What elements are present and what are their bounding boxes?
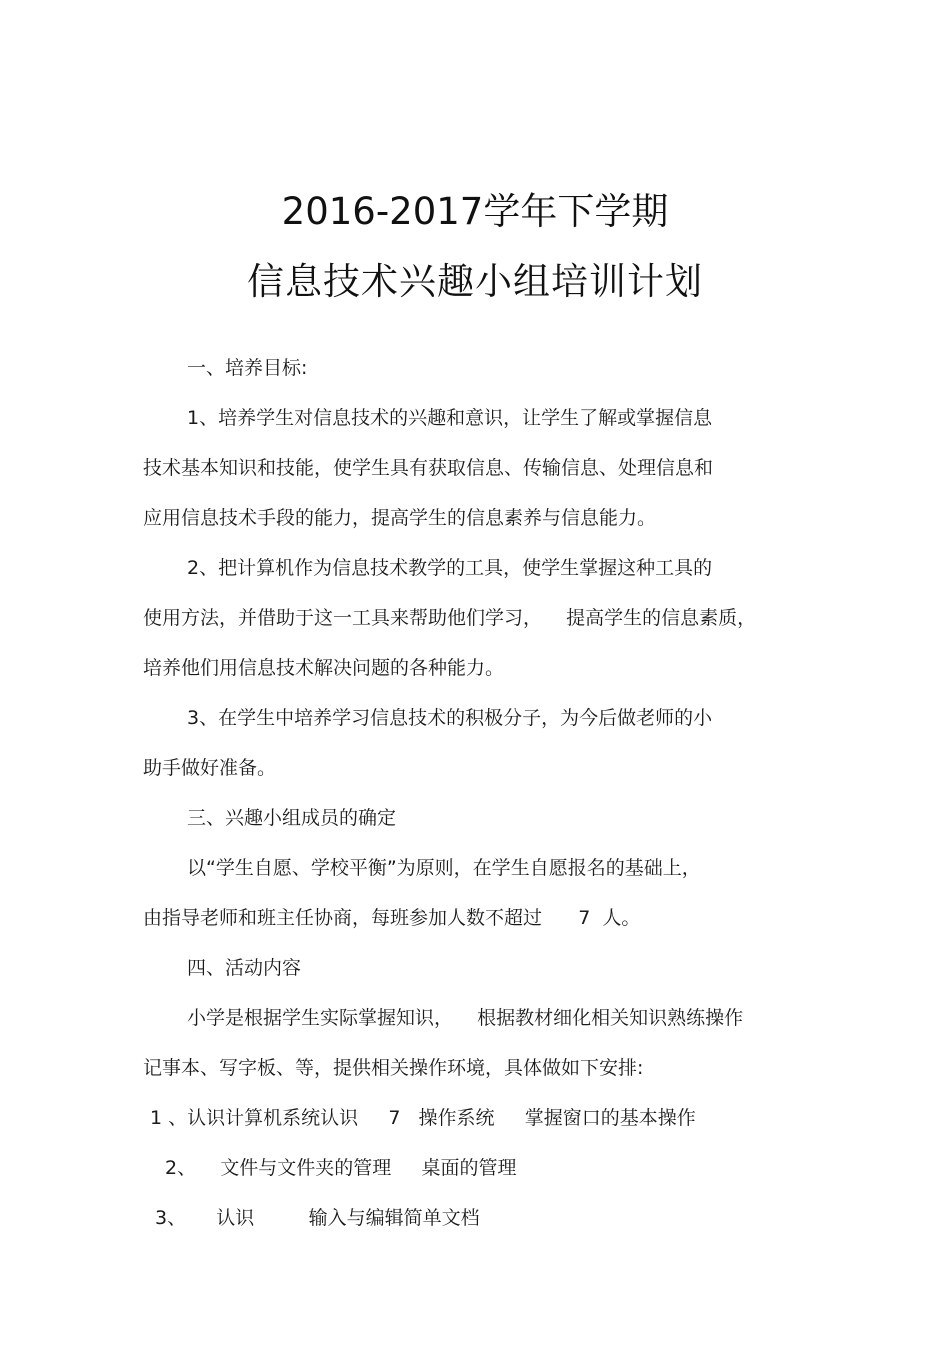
schedule-item-2: 2、 文件与文件夹的管理 桌面的管理 [165, 1157, 517, 1179]
goal-2-line-2: 使用方法，并借助于这一工具来帮助他们学习， 提高学生的信息素质， [143, 607, 757, 629]
activities-line-2: 记事本、写字板、等，提供相关操作环境，具体做如下安排: [143, 1057, 644, 1079]
goal-1-line-2: 技术基本知识和技能，使学生具有获取信息、传输信息、处理信息和 [143, 457, 714, 479]
goal-3-line-1: 3、在学生中培养学习信息技术的积极分子，为今后做老师的小 [187, 707, 713, 729]
section-heading-goals: 一、培养目标: [187, 357, 308, 379]
goal-3-line-2: 助手做好准备。 [143, 757, 277, 779]
document-title-plan: 信息技术兴趣小组培训计划 [247, 260, 703, 303]
document-title-year: 2016-2017学年下学期 [281, 190, 669, 233]
section-heading-activities: 四、活动内容 [187, 957, 302, 979]
goal-2-line-3: 培养他们用信息技术解决问题的各种能力。 [143, 657, 505, 679]
goal-2-line-1: 2、把计算机作为信息技术教学的工具，使学生掌握这种工具的 [187, 557, 713, 579]
members-line-1: 以“学生自愿、学校平衡”为原则，在学生自愿报名的基础上， [187, 857, 701, 879]
schedule-item-3: 3、 认识 输入与编辑简单文档 [155, 1207, 480, 1229]
section-heading-members: 三、兴趣小组成员的确定 [187, 807, 397, 829]
goal-1-line-1: 1、培养学生对信息技术的兴趣和意识，让学生了解或掌握信息 [187, 407, 713, 429]
goal-1-line-3: 应用信息技术手段的能力，提高学生的信息素养与信息能力。 [143, 507, 657, 529]
activities-line-1: 小学是根据学生实际掌握知识， 根据教材细化相关知识熟练操作 [187, 1007, 744, 1029]
schedule-item-1: 1 、认识计算机系统认识 7 操作系统 掌握窗口的基本操作 [150, 1107, 696, 1129]
members-line-2: 由指导老师和班主任协商，每班参加人数不超过 7 人。 [143, 907, 641, 929]
